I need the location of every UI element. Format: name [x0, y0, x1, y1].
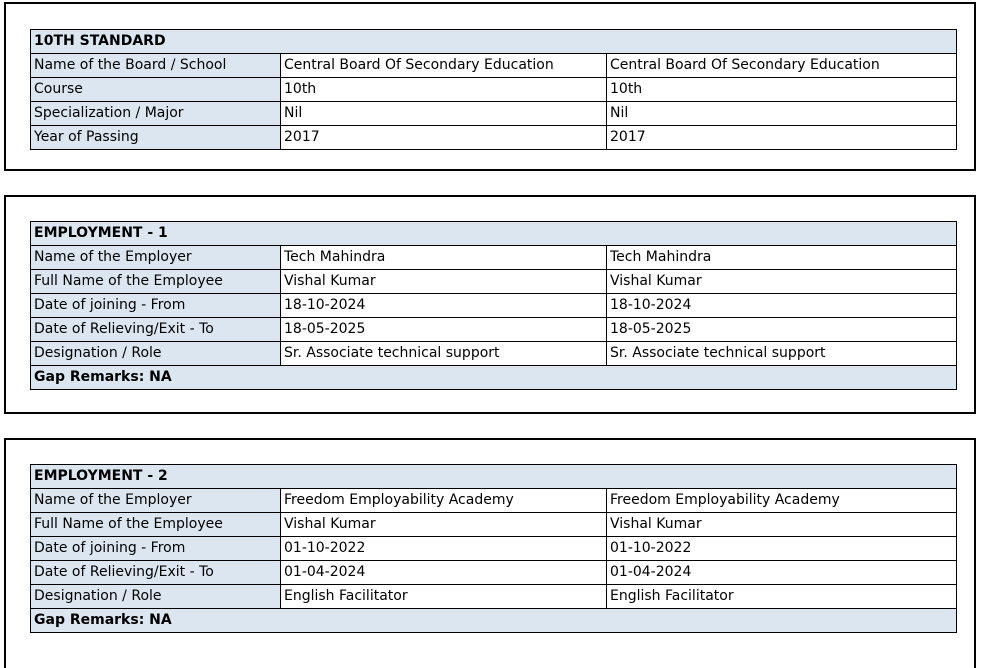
row-value-verified: Sr. Associate technical support: [607, 342, 957, 366]
row-label: Year of Passing: [31, 126, 281, 150]
row-value-verified: 2017: [607, 126, 957, 150]
row-label: Specialization / Major: [31, 102, 281, 126]
table-row: [31, 513, 957, 537]
row-label: Designation / Role: [31, 585, 281, 609]
education-10th-table: [30, 29, 957, 150]
row-value-claimed: 18-10-2024: [281, 294, 607, 318]
row-label: Date of Relieving/Exit - To: [31, 318, 281, 342]
row-value-verified: 18-10-2024: [607, 294, 957, 318]
row-label: Date of Relieving/Exit - To: [31, 561, 281, 585]
row-label: Full Name of the Employee: [31, 513, 281, 537]
row-value-claimed: 2017: [281, 126, 607, 150]
table-row: [31, 126, 957, 150]
row-label: Full Name of the Employee: [31, 270, 281, 294]
section-title: EMPLOYMENT - 1: [31, 222, 957, 246]
row-value-verified: 18-05-2025: [607, 318, 957, 342]
section-header-row: [31, 465, 957, 489]
row-value-claimed: English Facilitator: [281, 585, 607, 609]
gap-remarks-row: [31, 609, 957, 633]
education-10th-panel: [4, 2, 976, 171]
section-title: EMPLOYMENT - 2: [31, 465, 957, 489]
gap-remarks: Gap Remarks: NA: [31, 609, 957, 633]
row-label: Name of the Employer: [31, 246, 281, 270]
table-row: [31, 537, 957, 561]
section-title: 10TH STANDARD: [31, 30, 957, 54]
gap-remarks: Gap Remarks: NA: [31, 366, 957, 390]
row-value-claimed: Vishal Kumar: [281, 513, 607, 537]
table-row: [31, 294, 957, 318]
gap-remarks-row: [31, 366, 957, 390]
table-row: [31, 318, 957, 342]
row-value-verified: Vishal Kumar: [607, 270, 957, 294]
table-row: [31, 78, 957, 102]
row-value-claimed: Sr. Associate technical support: [281, 342, 607, 366]
employment-2-table: [30, 464, 957, 633]
section-header-row: [31, 30, 957, 54]
row-label: Date of joining - From: [31, 294, 281, 318]
row-value-claimed: Central Board Of Secondary Education: [281, 54, 607, 78]
row-label: Designation / Role: [31, 342, 281, 366]
row-label: Name of the Board / School: [31, 54, 281, 78]
row-value-verified: Vishal Kumar: [607, 513, 957, 537]
row-value-verified: English Facilitator: [607, 585, 957, 609]
table-row: [31, 585, 957, 609]
row-value-claimed: Vishal Kumar: [281, 270, 607, 294]
table-row: [31, 270, 957, 294]
row-value-verified: Freedom Employability Academy: [607, 489, 957, 513]
row-value-verified: Central Board Of Secondary Education: [607, 54, 957, 78]
table-row: [31, 246, 957, 270]
table-row: [31, 561, 957, 585]
employment-2-panel: [4, 438, 976, 668]
row-value-verified: 10th: [607, 78, 957, 102]
row-label: Name of the Employer: [31, 489, 281, 513]
row-value-claimed: 01-04-2024: [281, 561, 607, 585]
row-value-claimed: Tech Mahindra: [281, 246, 607, 270]
row-label: Date of joining - From: [31, 537, 281, 561]
employment-1-panel: [4, 195, 976, 414]
row-value-verified: Tech Mahindra: [607, 246, 957, 270]
section-header-row: [31, 222, 957, 246]
row-value-verified: Nil: [607, 102, 957, 126]
row-label: Course: [31, 78, 281, 102]
row-value-verified: 01-10-2022: [607, 537, 957, 561]
table-row: [31, 489, 957, 513]
row-value-claimed: 01-10-2022: [281, 537, 607, 561]
row-value-claimed: Nil: [281, 102, 607, 126]
employment-1-table: [30, 221, 957, 390]
row-value-claimed: 10th: [281, 78, 607, 102]
row-value-claimed: Freedom Employability Academy: [281, 489, 607, 513]
table-row: [31, 342, 957, 366]
row-value-claimed: 18-05-2025: [281, 318, 607, 342]
row-value-verified: 01-04-2024: [607, 561, 957, 585]
table-row: [31, 102, 957, 126]
table-row: [31, 54, 957, 78]
